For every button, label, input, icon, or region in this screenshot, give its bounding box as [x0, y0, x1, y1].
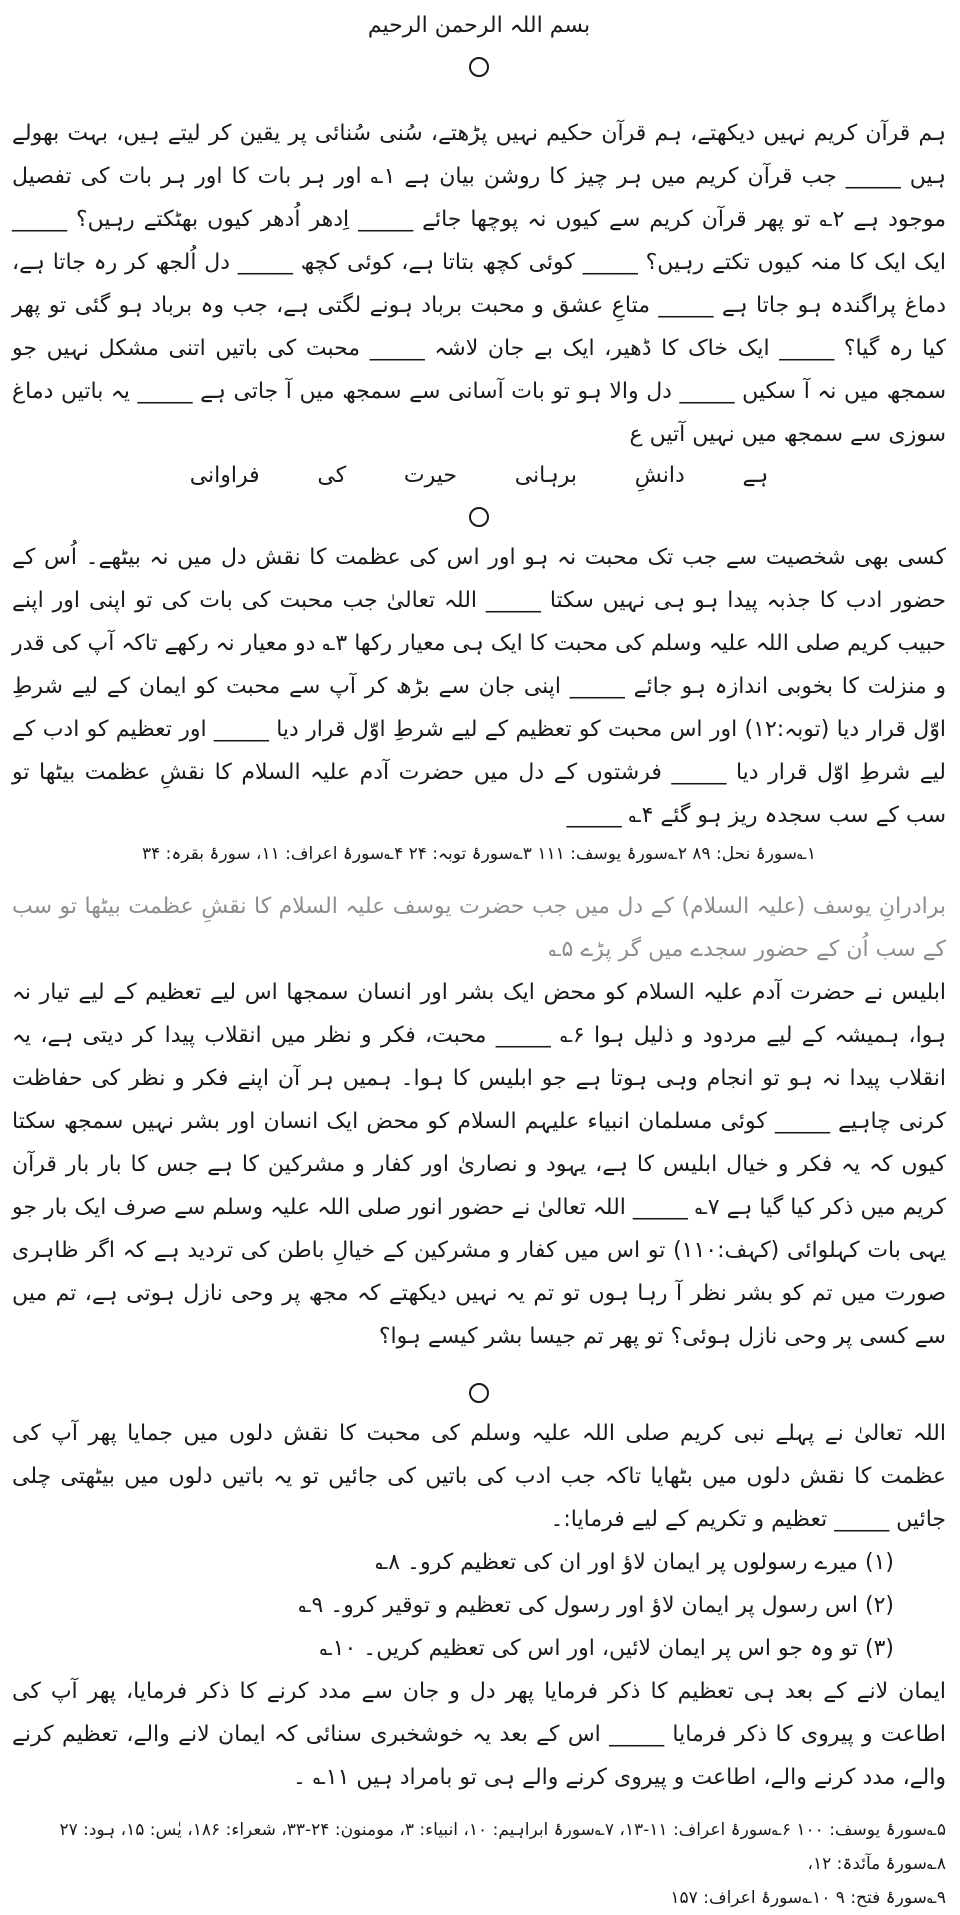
footnote-line: ۹؎سورۂ فتح: ۹ ۱۰؎سورۂ اعراف: ۱۵۷ — [670, 1888, 946, 1908]
verse-word: فراوانی — [189, 463, 260, 488]
list-item — [12, 1627, 946, 1670]
section-divider — [12, 496, 946, 536]
section2-paragraph: کسی بھی شخصیت سے جب تک محبت نہ ہو اور اس کی عظمت کا نقش دل میں نہ بیٹھے۔ اُس کے حضور ادب کا جذبہ پیدا ہو ہی نہیں سکتا _____ اللہ تعالیٰ جب محبت کی بات کی تو اپنی اور اپنے حبیب کریم صلی اللہ علیہ وسلم کی محبت کا ایک ہی معیار رکھا ۳؎ دو معیار نہ رکھے تاکہ آپ کی قدر و منزلت کا بخوبی اندازہ ہو جائے _____ اپنی جان سے بڑھ کر آپ سے محبت کو ایمان کے لیے شرطِ اوّل قرار دیا (توبہ:۱۲) اور اس محبت کو تعظیم کے لیے شرطِ اوّل قرار دیا _____ اور تعظیم کو ادب کے لیے شرطِ اوّل قرار دیا _____ فرشتوں کے دل میں حضرت آدم علیہ السلام کا نقشِ عظمت بیٹھا تو سب کے سب سجدہ ریز ہو گئے ۴؎ _____ — [12, 545, 947, 828]
verse-line — [12, 456, 946, 496]
list-item-text: تو وہ جو اس پر ایمان لائیں، اور اس کی تعظیم کریں۔ ۱۰؎ — [319, 1636, 858, 1661]
list-item-number: (۱) — [864, 1550, 894, 1575]
verse-word: برہانی — [514, 463, 578, 488]
footnote-line: ۵؎سورۂ یوسف: ۱۰۰ ۶؎سورۂ اعراف: ۱۱-۱۳، ۷؎سورۂ ابراہیم: ۱۰، انبیاء: ۳، مومنون: ۲۴-۳۳، شعراء: ۱۸۶، یٰس: ۱۵، ہود: ۲۷ ۸؎سورۂ مآئدۃ: ۱۲، — [59, 1820, 946, 1874]
verse-word: کی — [317, 463, 347, 488]
section1-paragraph: ہم قرآن کریم نہیں دیکھتے، ہم قرآن حکیم نہیں پڑھتے، سُنی سُنائی پر یقین کر لیتے ہیں، بہت بھولے ہیں _____ جب قرآن کریم میں ہر چیز کا روشن بیان ہے ۱؎ اور ہر بات کا اور ہر بات کی تفصیل موجود ہے ۲؎ تو پھر قرآن کریم سے کیوں نہ پوچھا جائے _____ اِدھر اُدھر کیوں بھٹکتے رہیں؟ _____ ایک ایک کا منہ کیوں تکتے رہیں؟ _____ کوئی کچھ بتاتا ہے، کوئی کچھ _____ دل اُلجھ کر رہ جاتا ہے، دماغ پراگندہ ہو جاتا ہے _____ متاعِ عشق و محبت برباد ہونے لگتی ہے، جب وہ برباد ہو گئی تو پھر کیا رہ گیا؟ _____ ایک خاک کا ڈھیر، ایک بے جان لاشہ _____ محبت کی باتیں اتنی مشکل نہیں جو سمجھ میں نہ آ سکیں _____ دل والا ہو تو بات آسانی سے سمجھ میں آ جاتی ہے _____ یہ باتیں دماغ سوزی سے سمجھ میں نہیں آتیں ع — [12, 121, 947, 447]
references-line: ۱؎سورۂ نحل: ۸۹ ۲؎سورۂ یوسف: ۱۱۱ ۳؎سورۂ توبہ: ۲۴ ۴؎سورۂ اعراف: ۱۱، سورۂ بقرہ: ۳۴ — [141, 844, 817, 864]
circle-divider-icon — [469, 1383, 489, 1403]
bismillah-heading: بسم اللہ الرحمن الرحیم — [367, 13, 591, 38]
circle-divider-icon — [469, 507, 489, 527]
section-divider — [12, 46, 946, 86]
faded-paragraph: برادرانِ یوسف (علیہ السلام) کے دل میں جب حضرت یوسف علیہ السلام کا نقشِ عظمت بیٹھا تو سب کے سب اُن کے حضور سجدے میں گر پڑے ۵؎ — [12, 894, 947, 962]
verse-word: دانشِ — [634, 463, 685, 488]
verse-word: حیرت — [403, 463, 457, 488]
list-item-text: اس رسول پر ایمان لاؤ اور رسول کی تعظیم و توقیر کرو۔ ۹؎ — [298, 1593, 858, 1618]
list-item — [12, 1541, 946, 1584]
section4-paragraph: اللہ تعالیٰ نے پہلے نبی کریم صلی اللہ علیہ وسلم کی محبت کا نقش دلوں میں جمایا پھر آپ کی عظمت کا نقش دلوں میں بٹھایا تاکہ جب ادب کی باتیں کی جائیں تو یہ باتیں دلوں میں بیٹھتی چلی جائیں _____ تعظیم و تکریم کے لیے فرمایا:۔ — [12, 1421, 946, 1532]
list-item-number: (۳) — [864, 1636, 894, 1661]
closing-paragraph: ایمان لانے کے بعد ہی تعظیم کا ذکر فرمایا پھر دل و جان سے مدد کرنے کا ذکر فرمایا، پھر آپ کی اطاعت و پیروی کا ذکر فرمایا _____ اس کے بعد یہ خوشخبری سنائی کہ ایمان لانے والے، تعظیم کرنے والے، مدد کرنے والے، اطاعت و پیروی کرنے والے ہی تو بامراد ہیں ۱۱؎ ۔ — [12, 1679, 946, 1790]
list-item-text: میرے رسولوں پر ایمان لاؤ اور ان کی تعظیم کرو۔ ۸؎ — [375, 1550, 858, 1575]
section3-paragraph: ابلیس نے حضرت آدم علیہ السلام کو محض ایک بشر اور انسان سمجھا اس لیے تعظیم کے لیے تیار نہ ہوا، ہمیشہ کے لیے مردود و ذلیل ہوا ۶؎ _____ محبت، فکر و نظر میں انقلاب پیدا کر دیتی ہے، یہ انقلاب پیدا نہ ہو تو انجام وہی ہوتا ہے جو ابلیس کا ہوا۔ ہمیں ہر آن اپنے فکر و نظر کی حفاظت کرنی چاہیے _____ کوئی مسلمان انبیاء علیہم السلام کو محض ایک انسان اور بشر نہیں سمجھ سکتا کیوں کہ یہ فکر و خیال ابلیس کا ہے، یہود و نصاریٰ اور کفار و مشرکین کا ہے جس کا بار بار قرآن کریم میں ذکر کیا گیا ہے ۷؎ _____ اللہ تعالیٰ نے حضور انور صلی اللہ علیہ وسلم سے صرف ایک بار جو یہی بات کہلوائی (کہف:۱۱۰) تو اس میں کفار و مشرکین کے خیالِ باطن کی تردید ہے کہ اگر ظاہری صورت میں تم کو بشر نظر آ رہا ہوں تو تم یہ نہیں دیکھتے کہ مجھ پر وحی نازل ہوتی ہے، تم میں سے کسی پر وحی نازل ہوئی؟ تو پھر تم جیسا بشر کیسے ہوا؟ — [12, 980, 947, 1349]
verse-word: ہے — [742, 463, 769, 488]
circle-divider-icon — [469, 57, 489, 77]
list-item-number: (۲) — [864, 1593, 894, 1618]
list-item — [12, 1584, 946, 1627]
section-divider — [12, 1372, 946, 1412]
